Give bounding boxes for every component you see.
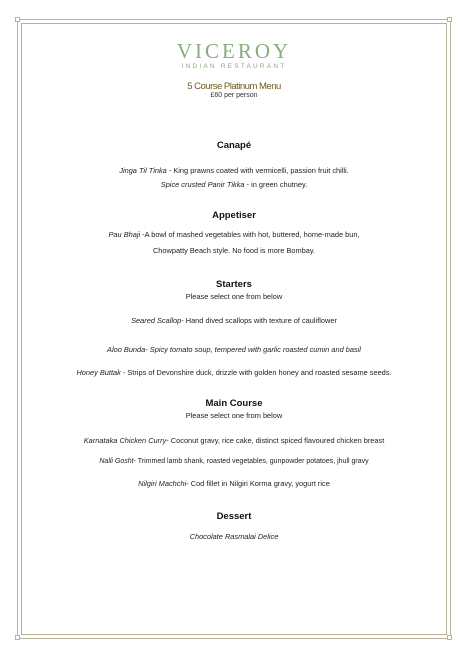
section-heading-dessert: Dessert <box>216 511 252 522</box>
dish-name: Seared Scallop <box>131 316 182 325</box>
dish-name: Aloo Bunda <box>107 345 146 354</box>
dish-description: - Coconut gravy, rice cake, distinct spiced flavoured chicken breast <box>166 436 385 445</box>
menu-item <box>24 458 444 465</box>
dish-name: Spice crusted Panir Tikka <box>160 180 245 189</box>
dish-name: Pau Bhaji <box>108 230 141 239</box>
corner-ornament-bottom-right <box>447 635 452 640</box>
menu-item <box>24 180 444 189</box>
section-heading-appetiser: Appetiser <box>212 210 256 221</box>
menu-price: £60 per person <box>210 92 258 99</box>
section-heading-main-course: Main Course <box>205 398 263 409</box>
menu-item <box>24 479 444 488</box>
menu-item <box>24 345 444 354</box>
dish-description: - Spicy tomato soup, tempered with garlic roasted cumin and basil <box>145 345 361 354</box>
dish-description: - King prawns coated with vermicelli, passion fruit chilli. <box>166 166 349 175</box>
section-note: Please select one from below <box>185 411 283 420</box>
dish-name: Honey Buttak <box>76 368 121 377</box>
menu-item <box>24 436 444 445</box>
inner-border <box>21 23 447 635</box>
dish-description: - Cod fillet in Nilgiri Korma gravy, yogurt rice <box>186 479 330 488</box>
dish-name: Jinga Til Tinka <box>119 166 167 175</box>
restaurant-logo <box>24 40 444 70</box>
menu-item <box>24 368 444 377</box>
dish-name: Chocolate Rasmalai Delice <box>189 532 279 541</box>
menu-item <box>24 166 444 175</box>
dish-description: - Strips of Devonshire duck, drizzle with golden honey and roasted sesame seeds. <box>120 368 392 377</box>
dish-name: Nalli Gosht <box>99 458 134 465</box>
corner-ornament-bottom-left <box>15 635 20 640</box>
dish-description: - Trimmed lamb shank, roasted vegetables, gunpowder potatoes, jhull gravy <box>133 458 369 465</box>
dish-description: -A bowl of mashed vegetables with hot, buttered, home-made bun, <box>140 230 360 239</box>
dish-description: - Hand dived scallops with texture of cauliflower <box>181 316 337 325</box>
section-heading-canape: Canapé <box>216 140 252 151</box>
menu-title: 5 Course Platinum Menu <box>187 81 281 92</box>
logo-tagline: INDIAN RESTAURANT <box>181 63 287 70</box>
dish-name: Nilgiri Machchi <box>138 479 187 488</box>
dish-description: - in green chutney. <box>244 180 308 189</box>
menu-item <box>24 230 444 239</box>
dish-name: Karnataka Chicken Curry <box>83 436 167 445</box>
menu-item <box>24 316 444 325</box>
menu-item <box>24 532 444 541</box>
section-heading-starters: Starters <box>216 279 252 290</box>
corner-ornament-top-left <box>15 17 20 22</box>
logo-name: VICEROY <box>176 39 292 63</box>
section-note: Please select one from below <box>185 292 283 301</box>
dish-description-continued: Chowpatty Beach style. No food is more Bombay. <box>152 246 316 255</box>
corner-ornament-top-right <box>447 17 452 22</box>
